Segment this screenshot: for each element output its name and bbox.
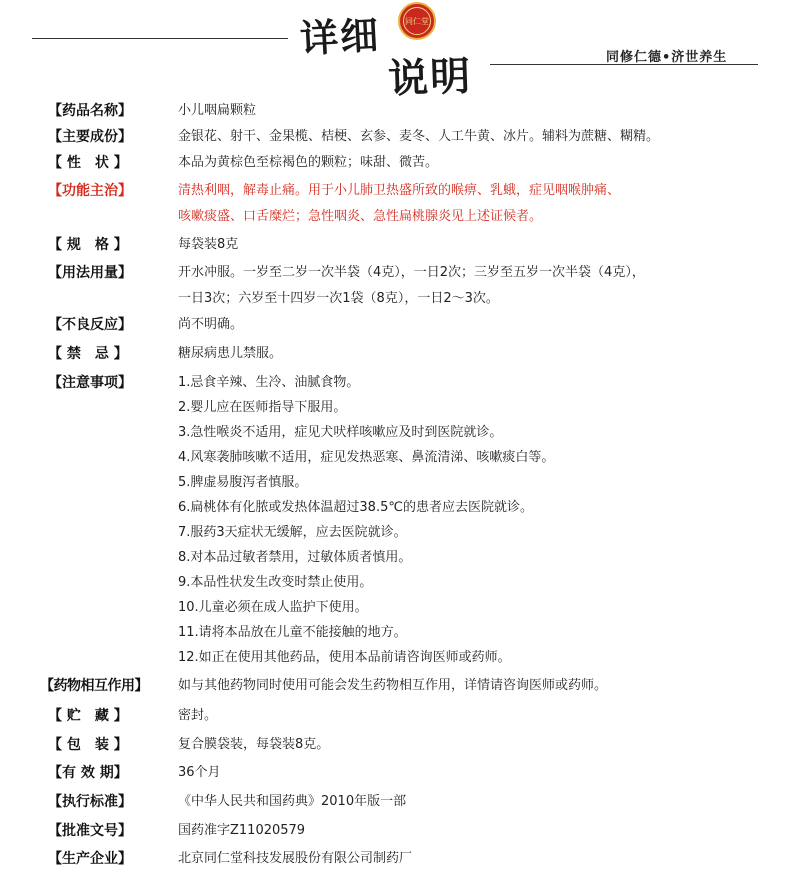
row-value xyxy=(178,98,768,124)
precaution-item: 2.婴儿应在医师指导下服用。 xyxy=(178,400,347,415)
row-value xyxy=(178,178,768,230)
row-value xyxy=(178,232,768,258)
precaution-item: 10.儿童必须在成人监护下使用。 xyxy=(178,600,368,615)
precaution-item: 6.扁桃体有化脓或发热体温超过38.5℃的患者应去医院就诊。 xyxy=(178,500,533,515)
value-line: 咳嗽痰盛、口舌糜烂；急性咽炎、急性扁桃腺炎见上述证候者。 xyxy=(178,209,543,224)
precaution-item: 8.对本品过敏者禁用，过敏体质者慎用。 xyxy=(178,550,412,565)
row-label: 【 禁 忌 】 xyxy=(48,346,128,362)
precaution-item: 3.急性喉炎不适用，症见犬吠样咳嗽应及时到医院就诊。 xyxy=(178,425,503,440)
row-label: 【药物相互作用】 xyxy=(40,678,148,694)
seal-text: 同仁堂 xyxy=(403,7,431,35)
row-label: 【生产企业】 xyxy=(48,851,132,867)
value-line: 复合膜袋装，每袋装8克。 xyxy=(178,737,330,752)
value-line: 尚不明确。 xyxy=(178,317,244,332)
value-line: 清热利咽，解毒止痛。用于小儿肺卫热盛所致的喉痹、乳蛾，症见咽喉肿痛、 xyxy=(178,183,621,198)
value-line: 糖尿病患儿禁服。 xyxy=(178,346,283,361)
header-title-part2: 说明 xyxy=(387,52,473,103)
row-value xyxy=(178,818,768,844)
row-value xyxy=(178,703,768,729)
precaution-item: 1.忌食辛辣、生冷、油腻食物。 xyxy=(178,375,360,390)
row-label: 【主要成份】 xyxy=(48,129,132,145)
row-value xyxy=(178,760,768,786)
row-value xyxy=(178,732,768,758)
row-label: 【用法用量】 xyxy=(48,265,132,281)
value-line: 开水冲服。一岁至二岁一次半袋（4克），一日2次；三岁至五岁一次半袋（4克）， xyxy=(178,265,645,280)
row-label: 【药品名称】 xyxy=(48,103,132,119)
header-rule-left xyxy=(32,38,288,39)
header-banner xyxy=(0,0,790,103)
row-value xyxy=(178,150,768,176)
precaution-item: 9.本品性状发生改变时禁止使用。 xyxy=(178,575,373,590)
row-label: 【有 效 期】 xyxy=(48,765,128,781)
value-line: 金银花、射干、金果榄、桔梗、玄参、麦冬、人工牛黄、冰片。辅料为蔗糖、糊精。 xyxy=(178,129,660,144)
row-value xyxy=(178,673,768,699)
row-label: 【批准文号】 xyxy=(48,823,132,839)
value-line: 《中华人民共和国药典》2010年版一部 xyxy=(178,794,407,809)
value-line: 每袋装8克 xyxy=(178,237,239,252)
row-value xyxy=(178,124,768,150)
header-slogan: 同修仁德•济世养生 xyxy=(606,50,728,65)
value-line: 36个月 xyxy=(178,765,221,780)
precaution-item: 12.如正在使用其他药品，使用本品前请咨询医师或药师。 xyxy=(178,650,511,665)
row-label: 【 规 格 】 xyxy=(48,237,128,253)
header-title-part1: 详细 xyxy=(299,11,382,62)
precaution-item: 11.请将本品放在儿童不能接触的地方。 xyxy=(178,625,407,640)
row-label: 【 性 状 】 xyxy=(48,155,128,171)
value-line: 国药准字Z11020579 xyxy=(178,823,306,838)
value-line: 本品为黄棕色至棕褐色的颗粒；味甜、微苦。 xyxy=(178,155,439,170)
value-line: 如与其他药物同时使用可能会发生药物相互作用，详情请咨询医师或药师。 xyxy=(178,678,608,693)
row-value xyxy=(178,341,768,367)
row-value xyxy=(178,846,768,872)
tongrentang-seal-icon xyxy=(398,2,436,40)
value-line: 小儿咽扁颗粒 xyxy=(178,103,257,118)
row-label: 【 包 装 】 xyxy=(48,737,128,753)
row-label: 【注意事项】 xyxy=(48,375,132,391)
row-value xyxy=(178,370,768,670)
row-label: 【功能主治】 xyxy=(48,183,132,199)
row-value xyxy=(178,260,768,312)
row-label: 【执行标准】 xyxy=(48,794,132,810)
value-line: 密封。 xyxy=(178,708,218,723)
value-line: 一日3次；六岁至十四岁一次1袋（8克），一日2～3次。 xyxy=(178,291,499,306)
row-value xyxy=(178,312,768,338)
row-label: 【 贮 藏 】 xyxy=(48,708,128,724)
precaution-item: 7.服药3天症状无缓解，应去医院就诊。 xyxy=(178,525,407,540)
value-line: 北京同仁堂科技发展股份有限公司制药厂 xyxy=(178,851,413,866)
precaution-item: 5.脾虚易腹泻者慎服。 xyxy=(178,475,308,490)
row-label: 【不良反应】 xyxy=(48,317,132,333)
row-value xyxy=(178,789,768,815)
precaution-item: 4.风寒袭肺咳嗽不适用，症见发热恶寒、鼻流清涕、咳嗽痰白等。 xyxy=(178,450,555,465)
